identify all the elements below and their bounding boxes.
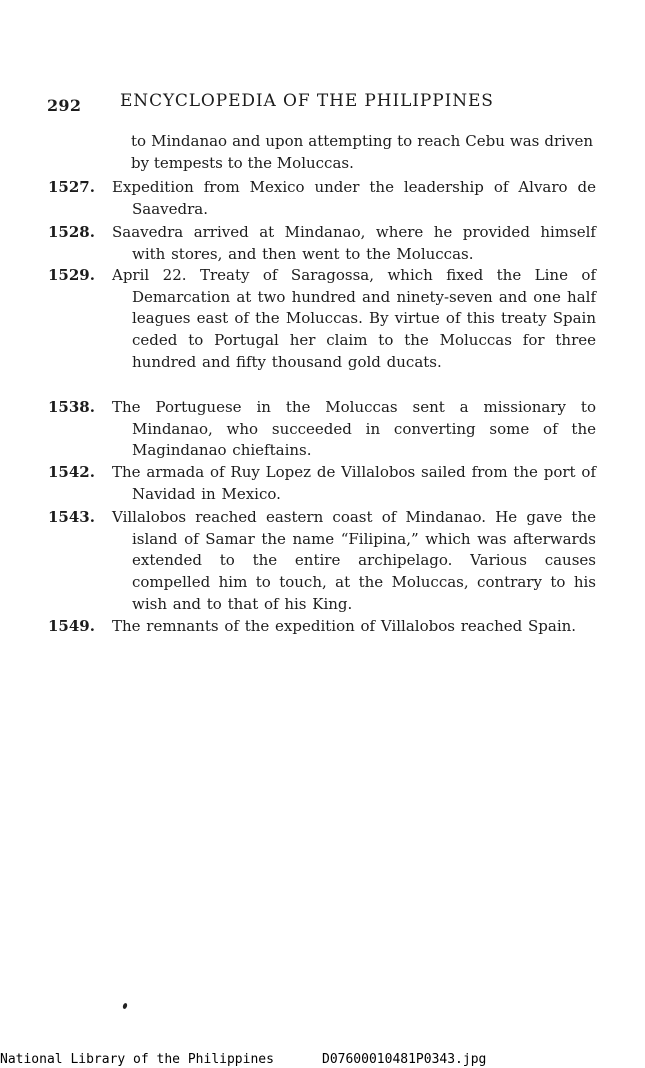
page-number: 292	[47, 96, 82, 115]
chronology-entry-1528	[48, 222, 596, 265]
page-header	[47, 91, 607, 115]
entry-year: 1527.	[48, 178, 95, 196]
entry-text: The remnants of the expedition of Villalobos reached Spain.	[112, 617, 577, 635]
chronology-entry-1527	[48, 177, 596, 220]
chronology-entry-1538	[48, 397, 596, 462]
entry-text: Saavedra arrived at Mindanao, where he provided himself with stores, and then went to the Moluccas.	[112, 223, 596, 263]
chronology-entry-1542	[48, 462, 596, 505]
chronology-entry-1549	[48, 616, 596, 638]
entry-year: 1543.	[48, 508, 95, 526]
running-title: ENCYCLOPEDIA OF THE PHILIPPINES	[120, 91, 494, 111]
entry-year: 1529.	[48, 266, 95, 284]
entry-text: The armada of Ruy Lopez de Villalobos sailed from the port of Navidad in Mexico.	[112, 463, 596, 503]
entry-text: Villalobos reached eastern coast of Mindanao. He gave the island of Samar the name “Filipina,” which was afterwards extended to the entire archipelago. Various causes compelled him to touch, at the Moluccas, contrary to his wish and to that of his King.	[112, 508, 596, 613]
footer-library-name: National Library of the Philippines	[0, 1052, 274, 1067]
entry-year: 1542.	[48, 463, 95, 481]
continuation-paragraph: to Mindanao and upon attempting to reach Cebu was driven by tempests to the Moluccas.	[131, 132, 593, 172]
entry-text: April 22. Treaty of Saragossa, which fixed the Line of Demarcation at two hundred and ninety-seven and one half leagues east of the Moluccas. By virtue of this treaty Spain ceded to Portugal her claim to the Moluccas for three hundred and fifty thousand gold ducats.	[112, 266, 596, 371]
entry-text: The Portuguese in the Moluccas sent a missionary to Mindanao, who succeeded in converting some of the Magindanao chieftains.	[112, 398, 596, 460]
entry-year: 1528.	[48, 223, 95, 241]
footer-file-name: D07600010481P0343.jpg	[322, 1052, 487, 1067]
entry-text: Expedition from Mexico under the leadership of Alvaro de Saavedra.	[112, 178, 596, 218]
chronology-entry-1529	[48, 265, 596, 374]
entry-year: 1549.	[48, 617, 95, 635]
chronology-entry-1543	[48, 507, 596, 616]
stray-ink-mark	[122, 1002, 128, 1009]
scan-footer	[0, 1052, 645, 1068]
entry-year: 1538.	[48, 398, 95, 416]
